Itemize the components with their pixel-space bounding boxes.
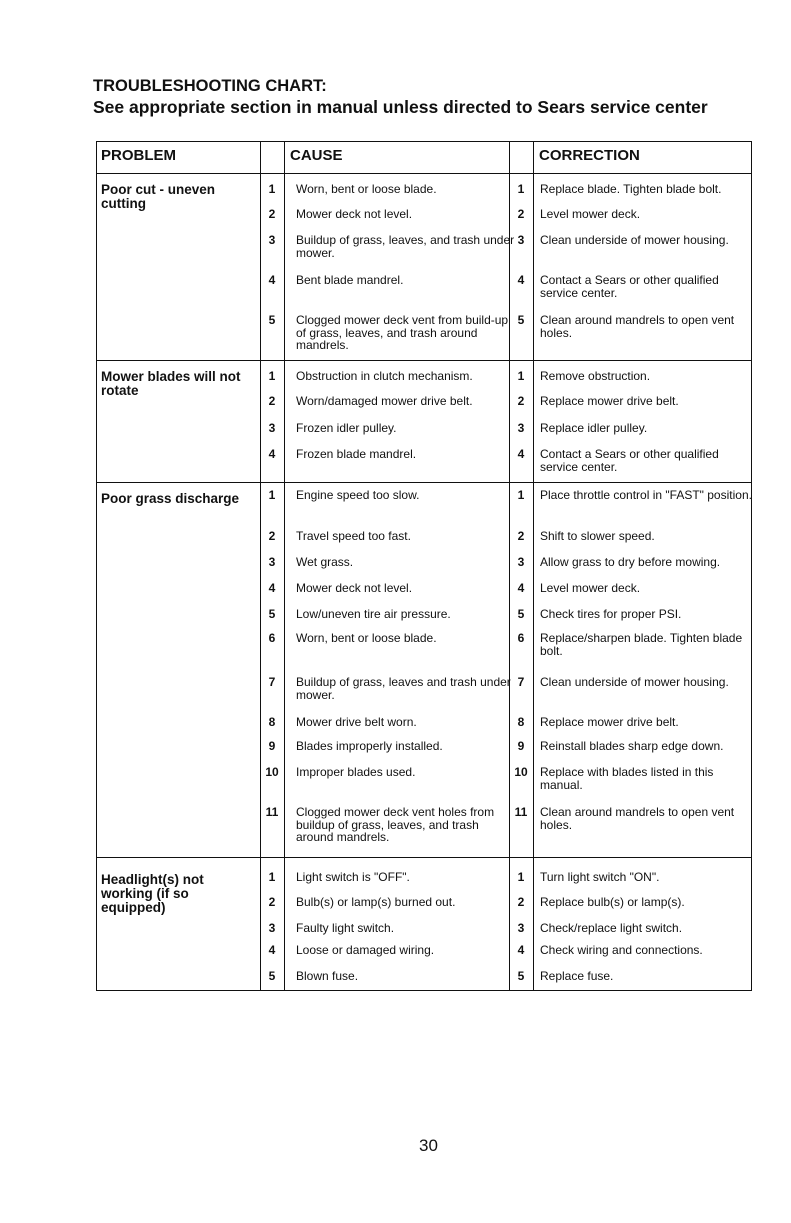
correction-text: Replace fuse. (540, 969, 614, 983)
cause-number: 1 (268, 488, 276, 502)
correction-number: 4 (517, 273, 525, 287)
column-divider (260, 142, 261, 990)
cause-number: 4 (268, 581, 276, 595)
cause-number: 3 (268, 421, 276, 435)
correction-text: Contact a Sears or other qualified service center. (540, 447, 719, 474)
correction-number: 3 (517, 421, 525, 435)
correction-number: 3 (517, 555, 525, 569)
cause-number: 1 (268, 182, 276, 196)
cause-number: 5 (268, 313, 276, 327)
cause-text: Mower drive belt worn. (296, 715, 417, 729)
correction-number: 2 (517, 895, 525, 909)
cause-text: Worn, bent or loose blade. (296, 631, 437, 645)
cause-text: Bulb(s) or lamp(s) burned out. (296, 895, 456, 909)
cause-number: 11 (265, 805, 279, 819)
troubleshooting-table (96, 141, 752, 991)
cause-text: Mower deck not level. (296, 207, 413, 221)
cause-number: 9 (268, 739, 276, 753)
cause-text: Wet grass. (296, 555, 354, 569)
correction-number: 8 (517, 715, 525, 729)
cause-number: 5 (268, 607, 276, 621)
cause-text: Faulty light switch. (296, 921, 395, 935)
correction-number: 2 (517, 529, 525, 543)
correction-text: Allow grass to dry before mowing. (540, 555, 721, 569)
correction-text: Check tires for proper PSI. (540, 607, 682, 621)
cause-number: 1 (268, 369, 276, 383)
correction-text: Remove obstruction. (540, 369, 651, 383)
correction-text: Level mower deck. (540, 581, 641, 595)
correction-number: 1 (517, 182, 525, 196)
cause-number: 3 (268, 233, 276, 247)
cause-text: Clogged mower deck vent holes from buildup of grass, leaves, and trash around mandrels. (296, 805, 495, 844)
cause-number: 4 (268, 273, 276, 287)
section-divider (97, 482, 751, 483)
correction-number: 9 (517, 739, 525, 753)
cause-number: 2 (268, 207, 276, 221)
page-heading (93, 76, 708, 118)
correction-number: 4 (517, 447, 525, 461)
page-number: 30 (419, 1136, 438, 1155)
correction-number: 1 (517, 488, 525, 502)
section-divider (97, 360, 751, 361)
chart-subtitle: See appropriate section in manual unless directed to Sears service center (93, 97, 708, 117)
cause-text: Frozen blade mandrel. (296, 447, 417, 461)
cause-text: Worn, bent or loose blade. (296, 182, 437, 196)
correction-text: Clean around mandrels to open vent holes. (540, 805, 735, 832)
correction-text: Turn light switch "ON". (540, 870, 660, 884)
problem-label: Poor cut - uneven cutting (101, 182, 216, 211)
header-divider (97, 173, 751, 174)
correction-number: 1 (517, 870, 525, 884)
cause-text: Buildup of grass, leaves, and trash under mower. (296, 233, 515, 260)
correction-text: Replace mower drive belt. (540, 394, 679, 408)
cause-number: 2 (268, 529, 276, 543)
cause-number: 7 (268, 675, 276, 689)
cause-number: 10 (265, 765, 279, 779)
correction-number: 2 (517, 207, 525, 221)
correction-number: 4 (517, 581, 525, 595)
correction-number: 5 (517, 969, 525, 983)
correction-text: Place throttle control in "FAST" position. (540, 488, 752, 502)
cause-text: Obstruction in clutch mechanism. (296, 369, 473, 383)
correction-number: 5 (517, 313, 525, 327)
cause-number: 3 (268, 555, 276, 569)
cause-number: 3 (268, 921, 276, 935)
problem-label: Mower blades will not rotate (101, 369, 241, 398)
correction-number: 2 (517, 394, 525, 408)
correction-number: 3 (517, 233, 525, 247)
correction-text: Replace blade. Tighten blade bolt. (540, 182, 722, 196)
chart-title: TROUBLESHOOTING CHART: (93, 77, 327, 95)
cause-text: Bent blade mandrel. (296, 273, 404, 287)
header-problem: PROBLEM (101, 147, 176, 164)
correction-text: Clean underside of mower housing. (540, 233, 729, 247)
correction-text: Reinstall blades sharp edge down. (540, 739, 724, 753)
correction-text: Replace idler pulley. (540, 421, 648, 435)
cause-text: Improper blades used. (296, 765, 416, 779)
section-divider (97, 857, 751, 858)
cause-number: 8 (268, 715, 276, 729)
cause-text: Engine speed too slow. (296, 488, 420, 502)
cause-text: Frozen idler pulley. (296, 421, 397, 435)
correction-number: 1 (517, 369, 525, 383)
cause-text: Low/uneven tire air pressure. (296, 607, 451, 621)
cause-number: 2 (268, 895, 276, 909)
problem-label: Headlight(s) not working (if so equipped) (101, 872, 204, 915)
cause-text: Worn/damaged mower drive belt. (296, 394, 473, 408)
cause-text: Blown fuse. (296, 969, 359, 983)
header-cause: CAUSE (290, 147, 343, 164)
correction-text: Clean around mandrels to open vent holes. (540, 313, 735, 340)
problem-label: Poor grass discharge (101, 491, 240, 506)
column-divider (533, 142, 534, 990)
cause-number: 6 (268, 631, 276, 645)
correction-text: Replace with blades listed in this manual. (540, 765, 714, 792)
correction-number: 5 (517, 607, 525, 621)
correction-text: Check/replace light switch. (540, 921, 683, 935)
cause-text: Light switch is "OFF". (296, 870, 410, 884)
correction-number: 10 (514, 765, 528, 779)
cause-number: 2 (268, 394, 276, 408)
correction-text: Shift to slower speed. (540, 529, 655, 543)
cause-text: Blades improperly installed. (296, 739, 443, 753)
correction-text: Contact a Sears or other qualified service center. (540, 273, 719, 300)
correction-number: 11 (514, 805, 528, 819)
correction-number: 4 (517, 943, 525, 957)
correction-text: Check wiring and connections. (540, 943, 703, 957)
cause-text: Buildup of grass, leaves and trash under mower. (296, 675, 511, 702)
column-divider (284, 142, 285, 990)
correction-text: Replace/sharpen blade. Tighten blade bolt. (540, 631, 743, 658)
cause-text: Travel speed too fast. (296, 529, 411, 543)
correction-number: 6 (517, 631, 525, 645)
correction-text: Replace mower drive belt. (540, 715, 679, 729)
cause-number: 1 (268, 870, 276, 884)
cause-number: 4 (268, 943, 276, 957)
correction-text: Replace bulb(s) or lamp(s). (540, 895, 685, 909)
correction-number: 7 (517, 675, 525, 689)
cause-number: 5 (268, 969, 276, 983)
cause-text: Clogged mower deck vent from build-up of grass, leaves, and trash around mandrels. (296, 313, 509, 352)
correction-text: Level mower deck. (540, 207, 641, 221)
cause-text: Loose or damaged wiring. (296, 943, 435, 957)
cause-text: Mower deck not level. (296, 581, 413, 595)
correction-text: Clean underside of mower housing. (540, 675, 729, 689)
header-correction: CORRECTION (539, 147, 640, 164)
cause-number: 4 (268, 447, 276, 461)
correction-number: 3 (517, 921, 525, 935)
